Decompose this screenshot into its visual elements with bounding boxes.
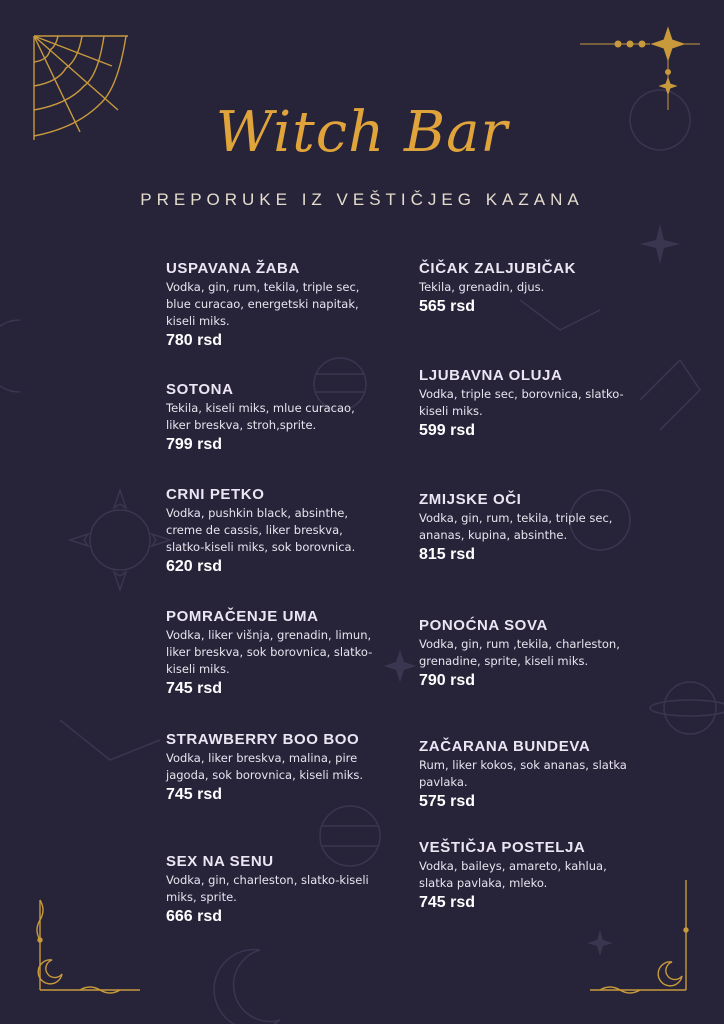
menu-item-price: 599 rsd [419,422,476,439]
menu-item-name: LJUBAVNA OLUJA [419,367,563,384]
menu-item-price: 565 rsd [419,298,476,315]
menu-item-name: ČIČAK ZALJUBIČAK [419,260,577,277]
menu-item-price: 790 rsd [419,672,476,689]
menu-item-description: Vodka, liker višnja, grenadin, limun, liker breskva, sok borovnica, slatko-kiseli miks. [166,628,373,676]
page-subtitle: PREPORUKE IZ VEŠTIČJEG KAZANA [140,190,584,209]
planet-icon [664,682,716,734]
menu-item [166,608,376,698]
menu-item-name: ZAČARANA BUNDEVA [419,738,591,755]
menu-item-name: SEX NA SENU [166,853,274,870]
menu-item [419,367,629,440]
menu-item-price: 666 rsd [166,908,223,925]
menu-item-description: Vodka, gin, rum, tekila, triple sec, blue curacao, energetski napitak, kiseli miks. [166,280,360,328]
sun-icon [90,510,150,570]
menu-item-name: CRNI PETKO [166,486,265,503]
menu-item-price: 799 rsd [166,436,223,453]
constellation-icon [640,360,700,430]
menu-item-price: 815 rsd [419,546,476,563]
menu-item-price: 780 rsd [166,332,223,349]
menu-item [166,381,376,454]
menu-item [166,731,376,804]
menu-item [419,617,629,690]
menu-item-description: Vodka, baileys, amareto, kahlua, slatka pavlaka, mleko. [419,859,607,890]
menu-item-description: Rum, liker kokos, sok ananas, slatka pavlaka. [419,758,627,789]
menu-item-description: Vodka, gin, rum, tekila, triple sec, ananas, kupina, absinthe. [419,511,613,542]
menu-item-description: Vodka, gin, rum ,tekila, charleston, grenadine, sprite, kiseli miks. [419,637,620,668]
menu-item-name: SOTONA [166,381,234,398]
menu-item-description: Tekila, kiseli miks, mlue curacao, liker breskva, stroh,sprite. [166,401,355,432]
crescent-moon-icon [0,320,20,392]
menu-item [166,486,376,576]
menu-item [419,839,629,912]
menu-item-name: USPAVANA ŽABA [166,260,300,277]
menu-item-price: 620 rsd [166,558,223,575]
menu-item-description: Vodka, triple sec, borovnica, slatko-kiseli miks. [419,387,624,418]
menu-item-price: 745 rsd [419,894,476,911]
menu-item-name: VEŠTIČJA POSTELJA [419,839,586,856]
menu-item [166,260,376,350]
menu-item [419,738,629,811]
menu-item-price: 575 rsd [419,793,476,810]
menu-item-description: Vodka, pushkin black, absinthe, creme de cassis, liker breskva, slatko-kiseli miks, sok borovnica. [166,506,356,554]
crescent-moon-icon [214,950,280,1024]
menu-item-name: ZMIJSKE OČI [419,491,522,508]
menu-item-price: 745 rsd [166,680,223,697]
menu-item-name: PONOĆNA SOVA [419,617,548,634]
menu-item-description: Vodka, liker breskva, malina, pire jagoda, sok borovnica, kiseli miks. [166,751,364,782]
menu-item [419,491,629,564]
menu-item-name: STRAWBERRY BOO BOO [166,731,360,748]
menu-item [419,260,629,316]
menu-item-price: 745 rsd [166,786,223,803]
menu-item-name: POMRAČENJE UMA [166,608,319,625]
menu-item-description: Vodka, gin, charleston, slatko-kiseli miks, sprite. [166,873,369,904]
crescent-moon-icon [37,900,140,993]
menu-item [166,853,376,926]
menu-item-description: Tekila, grenadin, djus. [419,280,545,294]
page-title: Witch Bar [215,100,509,165]
